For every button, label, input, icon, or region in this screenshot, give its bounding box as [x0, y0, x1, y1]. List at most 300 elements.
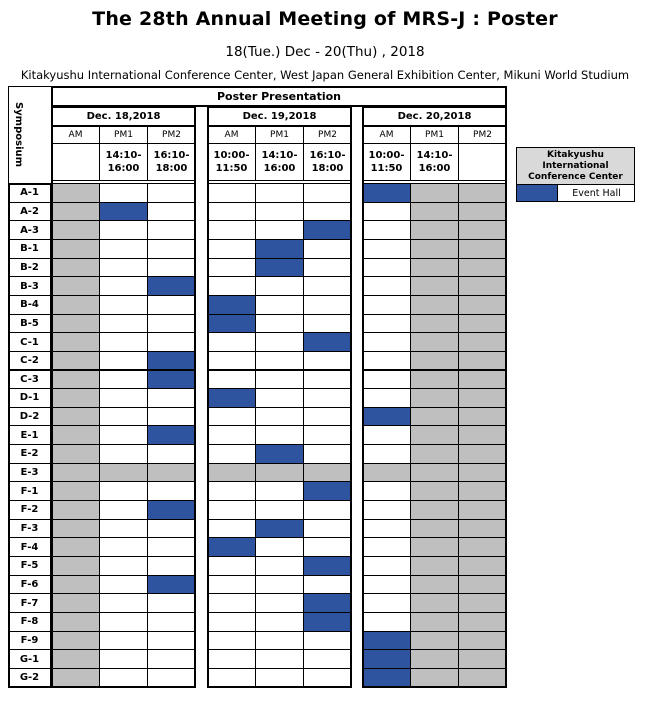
open-slot [99, 388, 148, 408]
unavailable-slot [51, 370, 100, 390]
open-slot [303, 500, 352, 520]
event-hall-slot [147, 425, 196, 445]
open-slot [303, 407, 352, 427]
open-slot [99, 500, 148, 520]
open-slot [147, 537, 196, 557]
open-slot [147, 332, 196, 352]
event-hall-slot [207, 314, 256, 334]
open-slot [303, 370, 352, 390]
event-hall-slot [207, 388, 256, 408]
unavailable-slot [410, 444, 459, 464]
symposium-row-label: B-2 [8, 258, 51, 278]
unavailable-slot [410, 388, 459, 408]
unavailable-slot [410, 295, 459, 315]
open-slot [147, 444, 196, 464]
open-slot [99, 332, 148, 352]
unavailable-slot [410, 463, 459, 483]
unavailable-slot [410, 239, 459, 259]
open-slot [303, 649, 352, 669]
open-slot [362, 481, 411, 501]
open-slot [255, 332, 304, 352]
unavailable-slot [458, 351, 507, 371]
legend-event-hall-swatch [517, 185, 558, 201]
open-slot [207, 425, 256, 445]
open-slot [362, 258, 411, 278]
open-slot [303, 258, 352, 278]
unavailable-slot [51, 295, 100, 315]
open-slot [207, 239, 256, 259]
open-slot [147, 239, 196, 259]
unavailable-slot [410, 183, 459, 203]
open-slot [99, 537, 148, 557]
open-slot [255, 593, 304, 613]
event-dates: 18(Tue.) Dec - 20(Thu) , 2018 [225, 44, 425, 60]
event-hall-slot [255, 258, 304, 278]
event-hall-slot [255, 444, 304, 464]
unavailable-slot [458, 668, 507, 688]
event-hall-slot [255, 239, 304, 259]
unavailable-slot [51, 444, 100, 464]
event-hall-slot [207, 295, 256, 315]
unavailable-slot [362, 463, 411, 483]
symposium-row-label: D-1 [8, 388, 51, 408]
session-time: 10:00- 11:50 [207, 143, 256, 181]
legend [516, 147, 635, 202]
unavailable-slot [458, 575, 507, 595]
open-slot [362, 220, 411, 240]
unavailable-slot [410, 258, 459, 278]
open-slot [255, 500, 304, 520]
open-slot [362, 519, 411, 539]
unavailable-slot [458, 537, 507, 557]
legend-event-hall-label: Event Hall [572, 187, 621, 199]
open-slot [303, 425, 352, 445]
symposium-row-label: E-3 [8, 463, 51, 483]
event-hall-slot [303, 332, 352, 352]
unavailable-slot [410, 593, 459, 613]
open-slot [255, 668, 304, 688]
event-hall-slot [303, 593, 352, 613]
open-slot [303, 276, 352, 296]
open-slot [362, 425, 411, 445]
unavailable-slot [410, 575, 459, 595]
event-hall-slot [362, 183, 411, 203]
unavailable-slot [51, 631, 100, 651]
open-slot [255, 631, 304, 651]
symposium-row-label: A-3 [8, 220, 51, 240]
unavailable-slot [51, 463, 100, 483]
event-hall-slot [303, 612, 352, 632]
open-slot [362, 593, 411, 613]
unavailable-slot [410, 220, 459, 240]
unavailable-slot [458, 425, 507, 445]
open-slot [362, 575, 411, 595]
event-hall-slot [303, 481, 352, 501]
unavailable-slot [410, 556, 459, 576]
day-header: Dec. 19,2018 [207, 106, 352, 126]
symposium-row-label: F-6 [8, 575, 51, 595]
session-name: PM1 [410, 126, 459, 144]
open-slot [255, 481, 304, 501]
event-hall-slot [147, 500, 196, 520]
unavailable-slot [458, 314, 507, 334]
unavailable-slot [51, 202, 100, 222]
open-slot [147, 556, 196, 576]
unavailable-slot [147, 463, 196, 483]
unavailable-slot [410, 612, 459, 632]
open-slot [147, 631, 196, 651]
open-slot [99, 183, 148, 203]
open-slot [303, 668, 352, 688]
unavailable-slot [51, 258, 100, 278]
symposium-row-label: C-1 [8, 332, 51, 352]
open-slot [99, 425, 148, 445]
open-slot [207, 183, 256, 203]
unavailable-slot [51, 668, 100, 688]
open-slot [207, 519, 256, 539]
session-name: AM [362, 126, 411, 144]
symposium-row-label: F-7 [8, 593, 51, 613]
open-slot [99, 612, 148, 632]
unavailable-slot [458, 481, 507, 501]
unavailable-slot [458, 631, 507, 651]
open-slot [207, 276, 256, 296]
open-slot [99, 370, 148, 390]
unavailable-slot [51, 351, 100, 371]
open-slot [147, 649, 196, 669]
unavailable-slot [458, 649, 507, 669]
open-slot [255, 537, 304, 557]
open-slot [362, 351, 411, 371]
unavailable-slot [207, 463, 256, 483]
symposium-row-label: F-8 [8, 612, 51, 632]
unavailable-slot [410, 668, 459, 688]
symposium-row-label: C-3 [8, 370, 51, 390]
unavailable-slot [458, 370, 507, 390]
open-slot [362, 500, 411, 520]
event-hall-slot [362, 407, 411, 427]
unavailable-slot [410, 314, 459, 334]
unavailable-slot [410, 631, 459, 651]
unavailable-slot [458, 593, 507, 613]
unavailable-slot [51, 425, 100, 445]
unavailable-slot [458, 612, 507, 632]
open-slot [207, 202, 256, 222]
open-slot [362, 202, 411, 222]
unavailable-slot [458, 463, 507, 483]
unavailable-slot [458, 295, 507, 315]
symposium-row-label: F-3 [8, 519, 51, 539]
open-slot [99, 556, 148, 576]
unavailable-slot [458, 556, 507, 576]
open-slot [147, 668, 196, 688]
open-slot [207, 220, 256, 240]
event-hall-slot [207, 537, 256, 557]
open-slot [303, 239, 352, 259]
open-slot [207, 444, 256, 464]
unavailable-slot [51, 481, 100, 501]
event-hall-slot [255, 519, 304, 539]
open-slot [207, 351, 256, 371]
unavailable-slot [458, 407, 507, 427]
open-slot [255, 351, 304, 371]
unavailable-slot [458, 183, 507, 203]
open-slot [303, 519, 352, 539]
day-header: Dec. 18,2018 [51, 106, 196, 126]
unavailable-slot [458, 444, 507, 464]
open-slot [99, 481, 148, 501]
open-slot [99, 519, 148, 539]
symposium-row-label: C-2 [8, 351, 51, 371]
unavailable-slot [51, 183, 100, 203]
open-slot [303, 388, 352, 408]
open-slot [147, 183, 196, 203]
open-slot [147, 388, 196, 408]
session-time: 10:00- 11:50 [362, 143, 411, 181]
unavailable-slot [458, 220, 507, 240]
unavailable-slot [51, 612, 100, 632]
poster-presentation-header: Poster Presentation [51, 86, 507, 106]
symposium-row-label: F-1 [8, 481, 51, 501]
open-slot [303, 202, 352, 222]
open-slot [207, 407, 256, 427]
open-slot [147, 407, 196, 427]
open-slot [255, 425, 304, 445]
open-slot [362, 537, 411, 557]
event-hall-slot [147, 575, 196, 595]
unavailable-slot [51, 239, 100, 259]
session-name: PM2 [458, 126, 507, 144]
open-slot [362, 556, 411, 576]
unavailable-slot [51, 220, 100, 240]
open-slot [362, 612, 411, 632]
unavailable-slot [51, 593, 100, 613]
event-hall-slot [362, 668, 411, 688]
unavailable-slot [51, 500, 100, 520]
session-name: AM [207, 126, 256, 144]
session-time: 16:10- 18:00 [303, 143, 352, 181]
open-slot [255, 575, 304, 595]
venue-list: Kitakyushu International Conference Center, West Japan General Exhibition Center, Mikuni World Studium [20, 68, 630, 82]
symposium-row-label: B-4 [8, 295, 51, 315]
open-slot [207, 481, 256, 501]
open-slot [255, 183, 304, 203]
symposium-row-label: F-9 [8, 631, 51, 651]
open-slot [362, 239, 411, 259]
open-slot [147, 612, 196, 632]
symposium-row-label: A-1 [8, 183, 51, 203]
open-slot [99, 314, 148, 334]
unavailable-slot [458, 500, 507, 520]
open-slot [303, 314, 352, 334]
unavailable-slot [51, 276, 100, 296]
symposium-column-header-text: Symposium [13, 101, 24, 167]
unavailable-slot [303, 463, 352, 483]
open-slot [147, 593, 196, 613]
open-slot [255, 370, 304, 390]
open-slot [147, 220, 196, 240]
open-slot [255, 612, 304, 632]
symposium-row-label: B-3 [8, 276, 51, 296]
unavailable-slot [51, 649, 100, 669]
open-slot [303, 444, 352, 464]
symposium-row-label: B-5 [8, 314, 51, 334]
open-slot [255, 388, 304, 408]
unavailable-slot [410, 407, 459, 427]
session-name: PM1 [99, 126, 148, 144]
unavailable-slot [458, 276, 507, 296]
open-slot [99, 593, 148, 613]
open-slot [303, 295, 352, 315]
session-time [51, 143, 100, 181]
unavailable-slot [51, 388, 100, 408]
open-slot [303, 537, 352, 557]
event-hall-slot [362, 649, 411, 669]
open-slot [207, 612, 256, 632]
session-name: PM2 [147, 126, 196, 144]
open-slot [362, 444, 411, 464]
open-slot [255, 295, 304, 315]
open-slot [255, 202, 304, 222]
session-time: 14:10- 16:00 [99, 143, 148, 181]
unavailable-slot [410, 370, 459, 390]
open-slot [255, 649, 304, 669]
open-slot [99, 220, 148, 240]
symposium-row-label: F-4 [8, 537, 51, 557]
open-slot [362, 276, 411, 296]
unavailable-slot [410, 500, 459, 520]
page-title: The 28th Annual Meeting of MRS-J : Poster [92, 8, 558, 30]
open-slot [99, 295, 148, 315]
session-name: PM1 [255, 126, 304, 144]
session-name: PM2 [303, 126, 352, 144]
open-slot [147, 314, 196, 334]
unavailable-slot [410, 519, 459, 539]
open-slot [255, 220, 304, 240]
open-slot [255, 314, 304, 334]
unavailable-slot [410, 537, 459, 557]
open-slot [147, 519, 196, 539]
open-slot [99, 351, 148, 371]
open-slot [207, 370, 256, 390]
unavailable-slot [410, 332, 459, 352]
open-slot [99, 239, 148, 259]
unavailable-slot [458, 258, 507, 278]
unavailable-slot [51, 332, 100, 352]
session-time [458, 143, 507, 181]
unavailable-slot [410, 351, 459, 371]
unavailable-slot [51, 314, 100, 334]
open-slot [99, 276, 148, 296]
unavailable-slot [255, 463, 304, 483]
open-slot [207, 649, 256, 669]
open-slot [147, 295, 196, 315]
session-name: AM [51, 126, 100, 144]
open-slot [207, 631, 256, 651]
event-hall-slot [303, 220, 352, 240]
open-slot [207, 332, 256, 352]
event-hall-slot [99, 202, 148, 222]
open-slot [255, 556, 304, 576]
symposium-row-label: A-2 [8, 202, 51, 222]
event-hall-slot [147, 351, 196, 371]
unavailable-slot [51, 575, 100, 595]
session-time: 14:10- 16:00 [255, 143, 304, 181]
unavailable-slot [458, 332, 507, 352]
open-slot [303, 183, 352, 203]
unavailable-slot [458, 202, 507, 222]
open-slot [99, 668, 148, 688]
session-time: 14:10- 16:00 [410, 143, 459, 181]
unavailable-slot [458, 239, 507, 259]
symposium-row-label: E-1 [8, 425, 51, 445]
open-slot [99, 407, 148, 427]
event-hall-slot [147, 276, 196, 296]
unavailable-slot [410, 649, 459, 669]
open-slot [362, 314, 411, 334]
open-slot [207, 668, 256, 688]
unavailable-slot [458, 388, 507, 408]
unavailable-slot [458, 519, 507, 539]
unavailable-slot [410, 425, 459, 445]
open-slot [99, 631, 148, 651]
symposium-row-label: D-2 [8, 407, 51, 427]
open-slot [99, 444, 148, 464]
symposium-row-label: E-2 [8, 444, 51, 464]
unavailable-slot [99, 463, 148, 483]
symposium-row-label: F-2 [8, 500, 51, 520]
open-slot [147, 258, 196, 278]
unavailable-slot [51, 407, 100, 427]
symposium-row-label: G-2 [8, 668, 51, 688]
open-slot [362, 388, 411, 408]
unavailable-slot [410, 481, 459, 501]
open-slot [207, 575, 256, 595]
open-slot [207, 258, 256, 278]
open-slot [255, 276, 304, 296]
open-slot [362, 332, 411, 352]
symposium-column-header [8, 86, 29, 182]
open-slot [147, 202, 196, 222]
open-slot [303, 631, 352, 651]
open-slot [207, 556, 256, 576]
symposium-row-label: B-1 [8, 239, 51, 259]
event-hall-slot [147, 370, 196, 390]
open-slot [99, 575, 148, 595]
event-hall-slot [362, 631, 411, 651]
open-slot [255, 407, 304, 427]
symposium-row-label: F-5 [8, 556, 51, 576]
legend-title: Kitakyushu International Conference Center [517, 148, 634, 185]
open-slot [303, 351, 352, 371]
unavailable-slot [51, 537, 100, 557]
symposium-row-label: G-1 [8, 649, 51, 669]
event-hall-slot [303, 556, 352, 576]
unavailable-slot [51, 519, 100, 539]
open-slot [362, 370, 411, 390]
open-slot [147, 481, 196, 501]
session-time: 16:10- 18:00 [147, 143, 196, 181]
open-slot [362, 295, 411, 315]
unavailable-slot [51, 556, 100, 576]
unavailable-slot [410, 202, 459, 222]
open-slot [99, 258, 148, 278]
open-slot [99, 649, 148, 669]
day-header: Dec. 20,2018 [362, 106, 507, 126]
unavailable-slot [410, 276, 459, 296]
open-slot [207, 500, 256, 520]
open-slot [303, 575, 352, 595]
